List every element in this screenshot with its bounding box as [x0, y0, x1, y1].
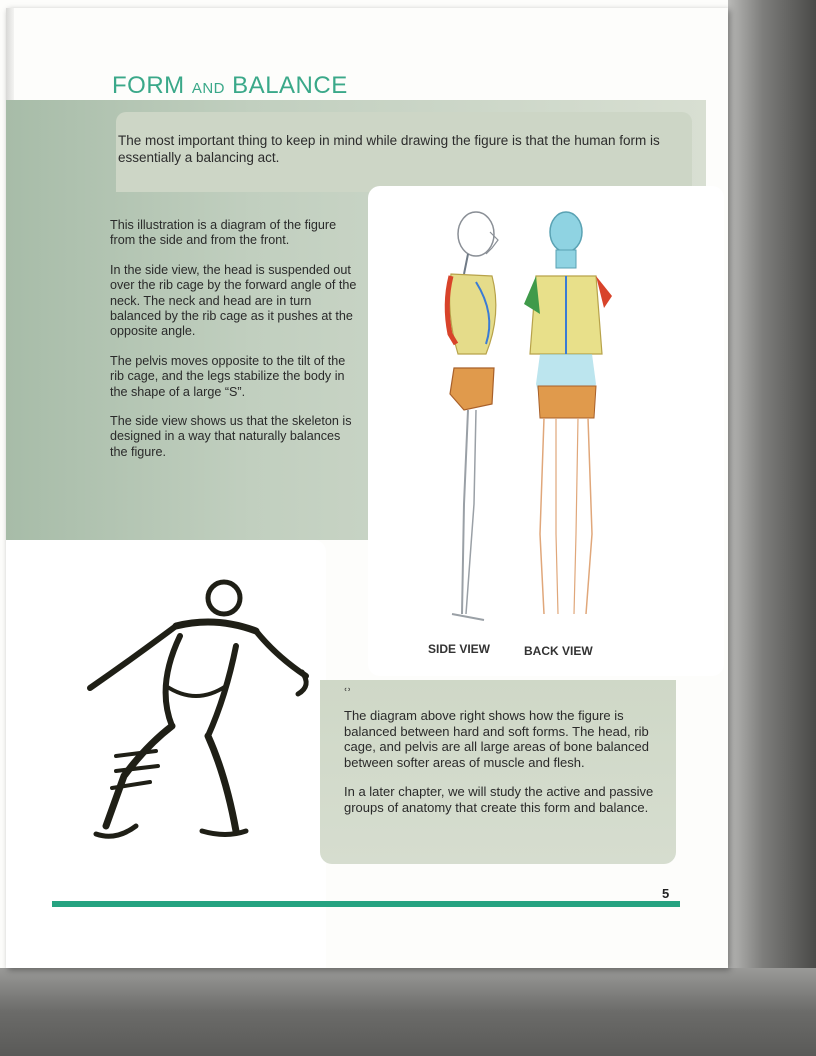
- bottom-text: [344, 708, 666, 830]
- page-title: [112, 72, 348, 100]
- back-view-figure: [524, 212, 612, 614]
- bottom-paragraph: In a later chapter, we will study the active and passive groups of anatomy that create this form and balance.: [344, 784, 654, 815]
- side-view-label: SIDE VIEW: [428, 642, 491, 656]
- title-word-and: AND: [191, 80, 225, 97]
- title-word-balance: BALANCE: [232, 72, 348, 99]
- left-paragraph: This illustration is a diagram of the figure from the side and from the front.: [110, 218, 337, 248]
- side-view-figure: [447, 212, 498, 620]
- skeleton-diagram: [406, 204, 706, 644]
- left-paragraph: The pelvis moves opposite to the tilt of the rib cage, and the legs stabilize the body in the shape of a large “S”.: [110, 353, 346, 399]
- gesture-sketch: [76, 576, 316, 846]
- page-number: 5: [662, 886, 670, 901]
- stray-quote-mark: ʿʾ: [344, 686, 352, 700]
- scan-background-right: [728, 0, 816, 1056]
- bottom-paragraph: The diagram above right shows how the figure is balanced between hard and soft forms. The head, rib cage, and pelvis are all large areas of bone balanced between softer areas of muscle and flesh.: [344, 708, 649, 770]
- book-page: [6, 8, 728, 968]
- scan-background-bottom: [0, 968, 816, 1056]
- footer-rule: [52, 901, 680, 907]
- left-paragraph: In the side view, the head is suspended out over the rib cage by the forward angle of the neck. The neck and head are in turn balanced by the rib cage as it pushes at the opposite angle.: [110, 262, 357, 339]
- title-word-form: FORM: [112, 72, 185, 99]
- left-column-text: [110, 218, 360, 474]
- lead-paragraph: The most important thing to keep in mind while drawing the figure is that the human form is essentially a balancing act.: [118, 133, 660, 165]
- back-view-label: BACK VIEW: [524, 644, 593, 658]
- left-paragraph: The side view shows us that the skeleton is designed in a way that naturally balances the figure.: [110, 414, 352, 459]
